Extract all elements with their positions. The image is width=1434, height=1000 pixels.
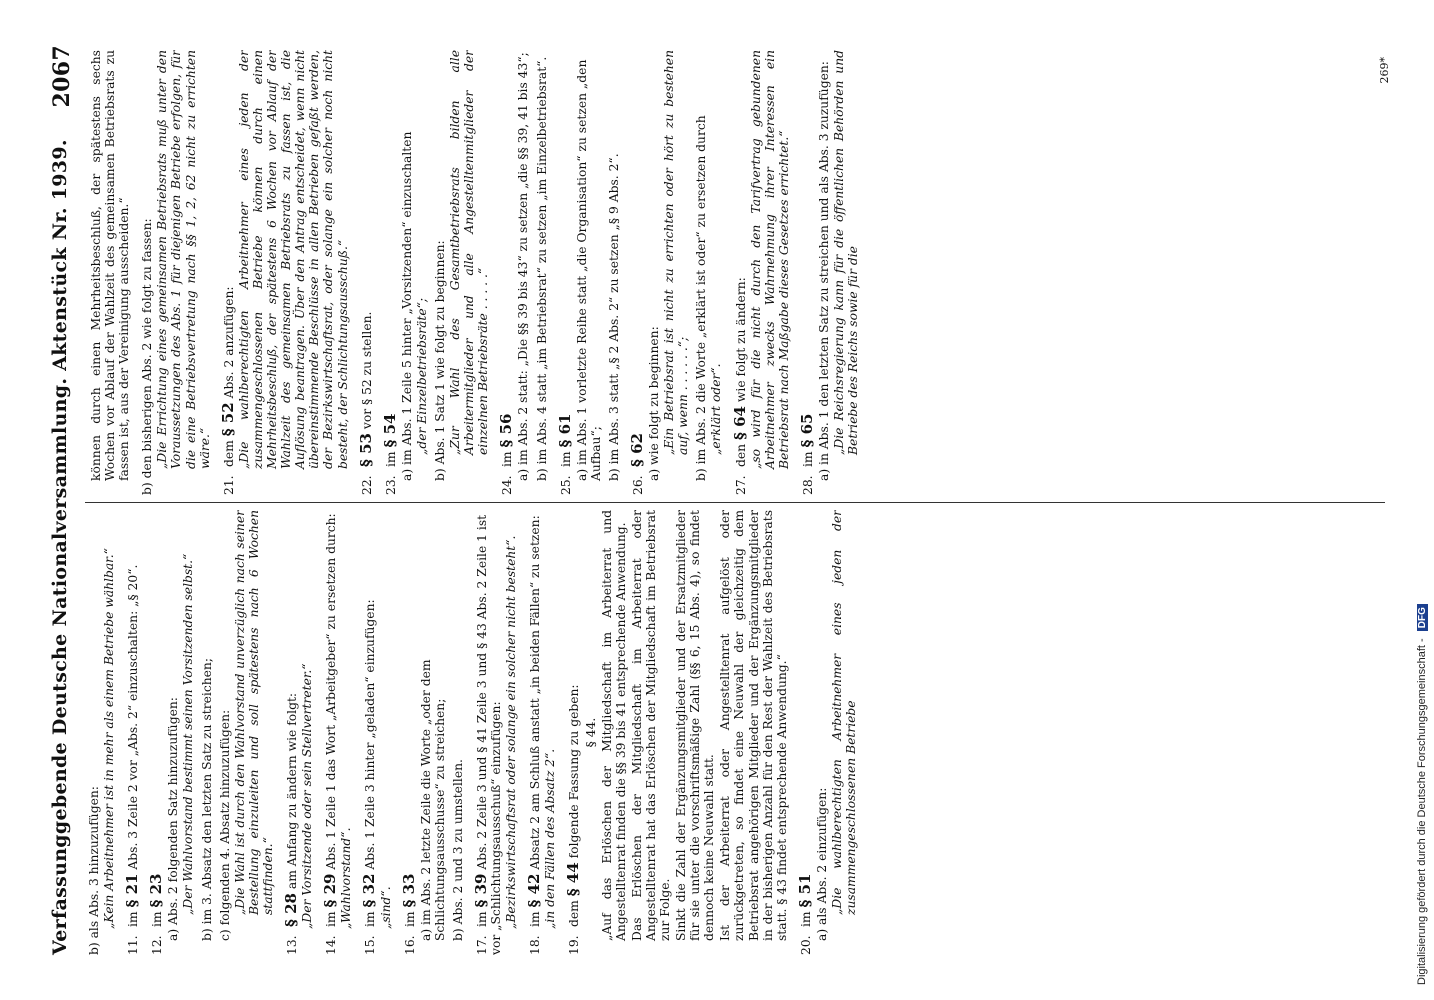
item-text: Abs. 2 Zeile 3 und § 41 Zeile 3 und § 43 Abs. 2 Zeile 1 ist vor „Schlichtungsausschuß“ einzufügen: [474,514,504,955]
item-text: Absatz 2 am Schluß anstatt „in beiden Fällen“ zu setzen: [528,515,543,870]
item-heading [555,50,574,495]
item-prefix: im [402,911,417,927]
paragraph: Ist der Arbeiterrat oder Angestelltenrat aufgelöst oder zurückgetreten, so findet eine Neuwahl der gleichzeitig dem Betriebsrat angehörigen Mitglieder und der Ergänzungsmitglieder in der bisherigen Anzahl für den Rest der Wahlzeit des Betriebsrats statt. § 43 findet entsprechende Anwendung.“ [718,510,789,941]
page-number: 2067 [49,45,75,108]
quoted-text: „Die wahlberechtigten Arbeitnehmer eines jeden der zusammengeschlossenen Betriebe [830,510,859,915]
amendment-item [356,50,375,495]
right-column [87,50,1385,495]
quoted-text: „der Einzelbetriebsräte“; [414,297,429,455]
section-ref: § 62 [628,433,646,467]
quoted-text: „Der Vorsitzende oder sein Stellvertreter.“ [300,663,315,929]
sub-item-text: a) als Abs. 2 einzufügen: [814,787,829,941]
margin-note [1410,0,1434,1000]
sub-item-text: b) im Abs. 4 statt „im Betriebsrat“ zu setzen „im Einzelbetriebsrat“. [534,56,549,481]
amendment-item [471,510,519,955]
item-prefix: im [558,451,573,467]
quoted-text: „Die Reichsregierung kann für die öffentlichen Behörden und Betriebe des Reichs sowie für die [832,50,861,455]
sub-item-text: b) Abs. 2 und 3 zu umstellen. [450,759,465,941]
amendment-item [499,50,548,495]
sub-item [575,50,603,481]
item-prefix: den [733,443,748,467]
sub-item [400,50,429,481]
item-heading [795,510,814,955]
amendment-item [87,510,116,955]
left-column [87,510,1385,955]
sub-item-text: b) im 3. Absatz den letzten Satz zu streichen; [199,658,214,941]
sub-item [451,510,465,941]
section-ref: § 64 [730,406,749,440]
amendment-item [797,50,861,495]
item-prefix: im [500,451,515,467]
amendment-item [218,50,350,495]
item-heading [125,510,140,955]
amendment-item [566,510,788,955]
sub-item-text: a) im Abs. 2 statt: „Die §§ 39 bis 43“ zu setzen „die §§ 39, 41 bis 43“; [516,52,531,481]
item-line: b) den bisherigen Abs. 2 wie folgt zu fassen: [140,218,155,495]
item-number: 18. [528,935,543,955]
sub-item-text: b) im Abs. 2 die Worte „erklärt ist oder“ zu ersetzen durch [694,115,709,481]
item-text: Abs. 2 anzufügen: [221,286,236,399]
item-number: 23. [383,475,398,495]
item-number: 16. [402,935,417,955]
amendment-item [527,510,557,955]
section-ref: § 42 [525,873,544,908]
amendment-item [149,510,275,955]
section-ref: § 21 [123,873,142,908]
item-text: Abs. 1 Zeile 1 das Wort „Arbeitgeber“ zu ersetzen durch: [324,513,339,870]
section-ref: § 33 [399,873,418,908]
quoted-text: „Der Wahlvorstand bestimmt seinen Vorsitzenden selbst.“ [181,553,196,915]
sub-item [433,50,490,481]
item-text: folgende Fassung zu geben: [567,684,582,859]
item-prefix: im [363,911,378,927]
item-number: 28. [800,475,815,495]
amendment-item [362,510,392,955]
item-prefix: im [800,451,815,467]
sub-item-text: a) wie folgt zu beginnen: [647,326,662,481]
quoted-text: „Bezirkswirtschaftsrat oder solange ein solcher nicht besteht“. [504,535,519,929]
amendment-item [730,50,791,495]
amendment-item [140,50,211,495]
quoted-text: „Zur Wahl des Gesamtbetriebsrats bilden alle Arbeitermitglieder und alle Angestelltenmitglieder der einzelnen Betriebsräte . . . . .“ [448,50,491,455]
section-heading: § 44. [583,717,598,748]
item-heading [356,50,375,495]
section-ref: § 32 [360,873,379,908]
amendment-item [555,50,621,495]
item-number: 19. [567,935,582,955]
paragraph: Das Erlöschen der Mitgliedschaft im Arbeiterrat oder Angestelltenrat hat das Erlöschen der Mitgliedschaft im Betriebsrat zur Folge. [629,510,672,941]
amendment-item [399,510,465,955]
item-number: 15. [363,935,378,955]
sub-item [218,510,275,941]
section-ref: § 29 [321,873,340,908]
item-number: 14. [324,935,339,955]
item-heading [566,510,581,955]
dfg-logo: DFG [1417,604,1428,631]
item-number: 11. [126,935,141,955]
amendment-item [795,510,859,955]
item-number: 17. [474,935,489,955]
item-text: wie folgt zu ändern: [733,277,748,403]
sub-item [419,510,447,941]
quoted-text: „Die wahlberechtigten Arbeitnehmer eines jeden der zusammengeschlossenen Betriebe können durch einen Mehrheitsbeschluß, der spätestens 6 Wochen vor Ablauf der Wahlzeit des gemeinsamen Betriebsrats zu fassen ist, die Auflösung beantragen. Über den Antrag entscheidet, wenn nicht übereinstimmende Beschlüsse in allen Betrieben gefaßt werden, der Bezirkswirtschaftsrat, oder solange ein solcher noch nicht besteht, der Schlichtungsausschuß.“ [236,50,350,469]
item-text: vor § 52 zu stellen. [359,311,374,430]
item-text: Abs. 3 Zeile 2 vor „Abs. 2“ einzuschalten: „§ 20“. [126,564,141,870]
page-title: Verfassunggebende Deutsche Nationalversammlung. Aktenstück Nr. 1939. [49,139,71,955]
item-number: 24. [500,475,515,495]
amendment-item [125,510,140,955]
column-divider [85,502,1385,503]
section-ref: § 51 [795,873,814,908]
sub-item-text: b) Abs. 1 Satz 1 wie folgt zu beginnen: [432,240,447,481]
sub-item [200,510,214,941]
item-heading [323,510,338,955]
quoted-text: „Kein Arbeitnehmer ist in mehr als einem Betriebe wählbar.“ [102,548,117,929]
paragraph: Sinkt die Zahl der Ergänzungsmitglieder und der Ersatzmitglieder für sie unter die vorschriftsmäßige Zahl (§§ 6, 15 Abs. 4), so findet dennoch keine Neuwahl statt. [674,510,717,941]
item-text: am Anfang zu ändern wie folgt: [285,692,300,890]
section-ref: § 53 [356,433,375,467]
sub-item [166,510,195,941]
amendment-item [630,50,724,495]
sub-item [647,50,690,481]
sub-item-text: c) folgenden 4. Absatz hinzuzufügen: [217,709,232,941]
sub-item-text: b) im Abs. 3 statt „§ 2 Abs. 2“ zu setzen „§ 9 Abs. 2“. [606,153,621,481]
amendment-item [284,510,314,955]
item-prefix: im [324,911,339,927]
item-prefix: dem [221,440,236,467]
section-ref: § 28 [282,893,301,927]
item-number: 13. [285,935,300,955]
quoted-text: „Die Wahl ist durch den Wahlvorstand unverzüglich nach seiner Bestellung einzuleiten und soll spätestens nach 6 Wochen stattfinden.“ [232,510,275,915]
item-heading [284,510,299,955]
section-ref: § 65 [797,413,816,448]
item-heading [797,50,816,495]
item-number: 20. [798,935,813,955]
continued-text: können durch einen Mehrheitsbeschluß, der spätestens sechs Wochen vor Ablauf der Wahlzeit des gemeinsamen Betriebsrats zu fassen ist, aus der Vereinigung ausscheiden.“ [89,50,132,481]
item-text: Abs. 1 Zeile 3 hinter „geladen“ einzufügen: [363,599,378,870]
item-prefix: im [150,911,165,927]
item-heading [149,510,164,955]
item-heading [362,510,377,955]
paragraph: „Auf das Erlöschen der Mitgliedschaft im Arbeiterrat und Angestelltenrat finden die §§ 39 bis 41 entsprechende Anwendung. [599,510,628,941]
section-ref: § 39 [471,873,490,908]
quoted-text: „Wahlvorstand“. [339,827,354,929]
quoted-text: „erklärt oder“. [709,363,724,455]
item-number: 21. [221,475,236,495]
footnote-signature: 269* [1378,57,1391,84]
sub-item [516,50,530,481]
sub-item-text: a) im Abs. 2 letzte Zeile die Worte „oder dem Schlichtungsausschusse“ zu streichen; [418,659,447,941]
item-heading [527,510,542,955]
item-prefix: dem [567,900,582,927]
amendment-item [380,50,491,495]
item-heading [399,510,418,955]
sub-item [694,50,723,481]
item-heading [380,50,399,495]
item-number: 22. [359,475,374,495]
item-prefix: im [474,911,489,927]
document-page [45,35,1391,965]
quoted-text: „Die Errichtung eines gemeinsamen Betriebsrats muß unter den Voraussetzungen des Abs. 1 für diejenigen Betriebe erfolgen, für die eine Betriebsvertretung nach §§ 1, 2, 62 nicht zu errichten wäre.“ [155,50,212,469]
quoted-text: „in den Fällen des Absatz 2“. [543,748,558,929]
amendment-item [89,50,131,495]
item-number: 12. [150,935,165,955]
section-ref: § 23 [147,873,166,908]
quoted-text: „sind“. [378,886,393,929]
quoted-text: „so wird für die nicht durch den Tarifvertrag gebundenen Arbeitnehmer zwecks Wahrnehmung ihrer Interessen ein Betriebsrat nach Maßgabe dieses Gesetzes errichtet.“ [748,50,791,469]
item-heading [471,510,504,955]
item-number: 25. [558,475,573,495]
sub-item [815,510,858,941]
section-ref: § 44 [564,862,583,897]
item-number: 26. [631,475,645,495]
section-ref: § 61 [555,413,574,448]
amendment-item [323,510,353,955]
sub-item [535,50,549,481]
section-ref: § 52 [218,402,237,437]
item-line: b) als Abs. 3 hinzuzufügen: [87,786,101,955]
sub-item [607,50,621,481]
section-ref: § 54 [380,413,399,448]
margin-note-text: Digitalisierung gefördert durch die Deutsche Forschungsgemeinschaft - [1416,638,1428,985]
sub-item-text: a) Abs. 2 folgenden Satz hinzuzufügen: [166,697,181,941]
item-number: 27. [733,475,748,495]
sub-item-text: a) im Abs. 1 Zeile 5 hinter „Vorsitzenden“ einzuschalten [399,131,414,481]
sub-item-text: a) in Abs. 1 den letzten Satz zu streichen und als Abs. 3 zuzufügen: [817,61,832,481]
item-heading [730,50,749,495]
sub-item [817,50,860,481]
page-header [45,45,79,955]
section-ref: § 56 [497,413,516,448]
item-heading [218,50,237,495]
item-prefix: im [528,911,543,927]
sub-item-text: a) im Abs. 1 vorletzte Reihe statt „die Organisation“ zu setzen „den Aufbau“; [574,59,603,481]
item-prefix: im [126,911,141,927]
quoted-text: „Ein Betriebsrat ist nicht zu errichten oder hört zu bestehen auf, wenn . . . . . .“; [662,50,691,455]
item-prefix: im [798,911,813,927]
item-prefix: im [383,451,398,467]
item-heading [630,50,645,495]
item-heading [499,50,514,495]
